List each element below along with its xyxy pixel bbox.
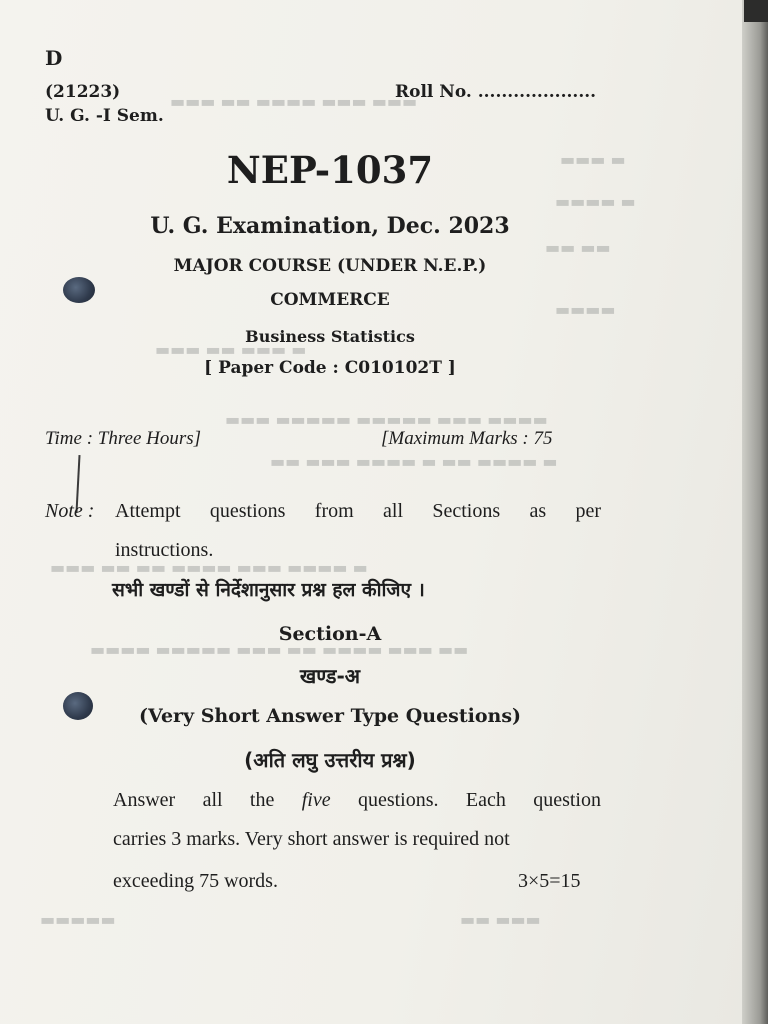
instruction-line-1 (113, 789, 601, 812)
instruction-text: Answer all the (113, 789, 302, 811)
show-through-text: ▬▬ ▬▬▬ ▬▬▬▬ ▬ ▬▬ ▬▬▬▬ ▬ (270, 452, 558, 471)
maximum-marks: [Maximum Marks : 75 (381, 428, 553, 449)
course-title: MAJOR COURSE (UNDER N.E.P.) (173, 256, 487, 276)
show-through-text: ▬▬ ▬▬ (545, 238, 611, 257)
note-line-2: instructions. (115, 539, 214, 561)
section-title: Section-A (278, 623, 382, 645)
show-through-text: ▬▬▬ ▬▬▬▬▬ ▬▬▬▬▬ ▬▬▬ ▬▬▬▬ (225, 410, 548, 429)
instruction-line-3: exceeding 75 words. (113, 870, 278, 892)
instruction-text: questions. Each question (330, 789, 601, 811)
paper-id-title: NEP-1037 (226, 148, 434, 192)
series-letter: D (45, 46, 63, 70)
semester-label: U. G. -I Sem. (45, 106, 164, 126)
exam-title: U. G. Examination, Dec. 2023 (150, 213, 510, 239)
paper-code: [ Paper Code : C010102T ] (204, 358, 456, 378)
show-through-text: ▬▬▬▬ (555, 300, 616, 319)
show-through-text: ▬▬▬ ▬▬ ▬▬▬▬ ▬▬▬ ▬▬▬ (170, 92, 418, 111)
paper-name: Business Statistics (245, 327, 415, 346)
section-title-hindi: खण्ड-अ (299, 664, 361, 688)
section-marks: 3×5=15 (518, 870, 581, 892)
roll-number-field: Roll No. .................... (395, 82, 597, 102)
instruction-line-2: carries 3 marks. Very short answer is required not (113, 828, 510, 850)
time-allowed: Time : Three Hours] (45, 428, 202, 449)
paper-number: (21223) (45, 82, 121, 102)
show-through-text: ▬▬▬▬▬ (40, 910, 116, 929)
show-through-text: ▬▬▬▬ ▬▬▬▬▬ ▬▬▬ ▬▬ ▬▬▬▬ ▬▬▬ ▬▬ (90, 640, 469, 659)
question-type-hindi: (अति लघु उत्तरीय प्रश्न) (244, 748, 416, 772)
note-line-1: Attempt questions from all Sections as per (115, 500, 601, 522)
note-label: Note : (45, 500, 95, 522)
background-corner (744, 0, 768, 22)
note-hindi: सभी खण्डों से निर्देशानुसार प्रश्न हल कीजिए । (112, 579, 425, 601)
question-type: (Very Short Answer Type Questions) (138, 705, 522, 727)
page-edge-shadow (742, 0, 768, 1024)
show-through-text: ▬▬▬ ▬▬ ▬▬ ▬▬▬▬ ▬▬▬ ▬▬▬▬ ▬ (50, 558, 368, 577)
instruction-emphasis: five (301, 789, 331, 811)
subject-title: COMMERCE (270, 290, 390, 310)
show-through-text: ▬▬▬ ▬▬ ▬▬▬ ▬ (155, 340, 307, 359)
show-through-text: ▬▬▬ ▬ (560, 150, 626, 169)
show-through-text: ▬▬ ▬▬▬ (460, 910, 541, 929)
show-through-text: ▬▬▬▬ ▬ (555, 192, 636, 211)
